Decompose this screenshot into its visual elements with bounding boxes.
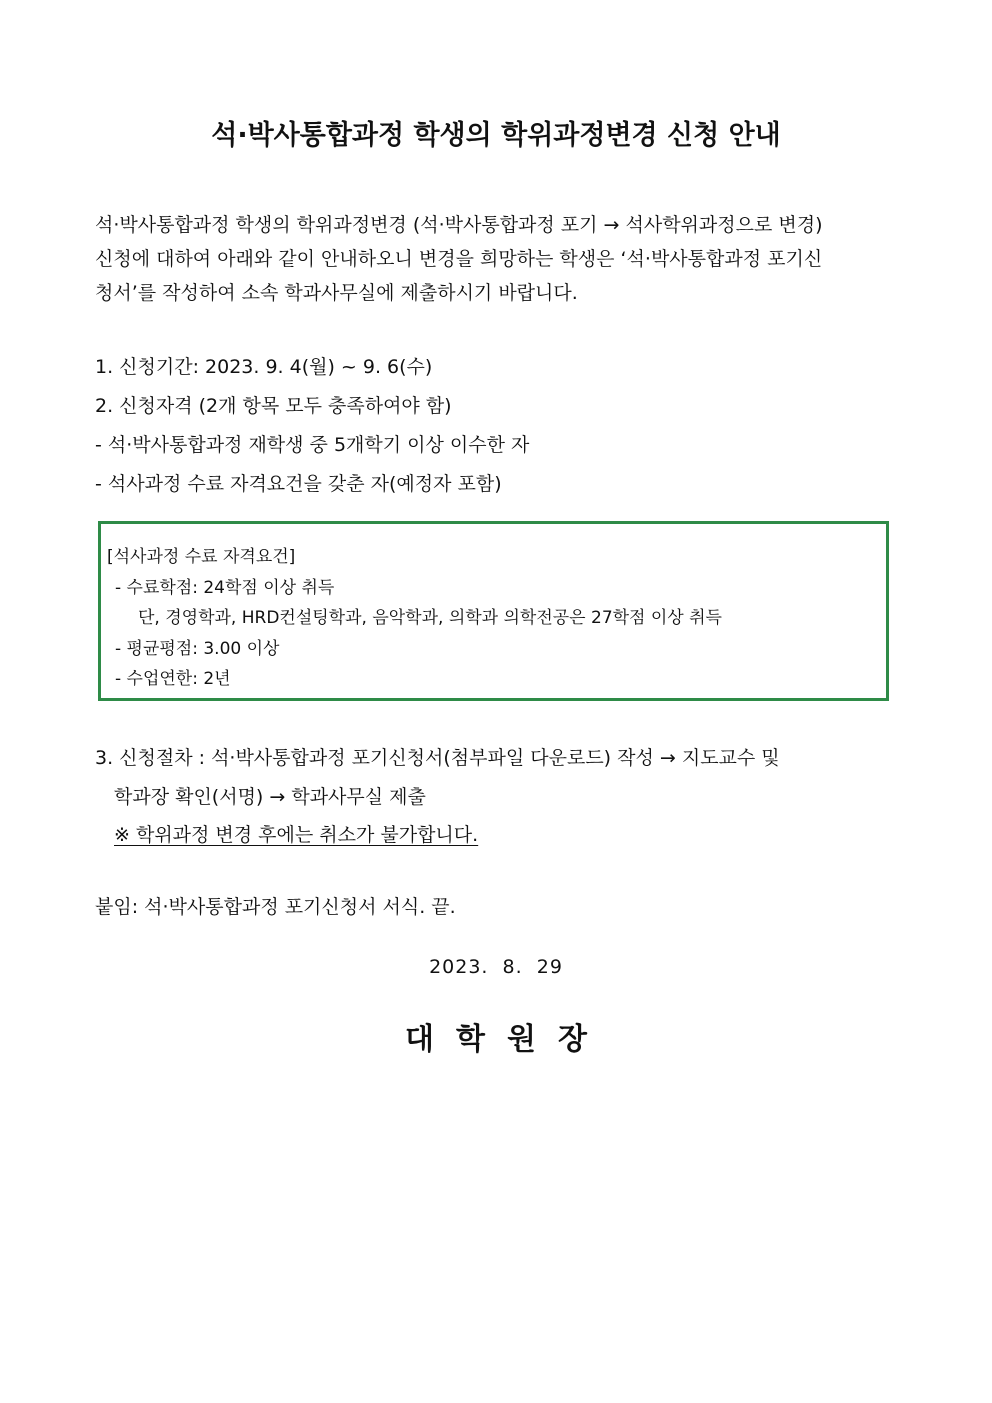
signer-name: 대학원장: [405, 1022, 609, 1057]
qualification-item-2: - 석사과정 수료 자격요건을 갖춘 자(예정자 포함): [95, 473, 502, 495]
procedure-notice: ※ 학위과정 변경 후에는 취소가 불가합니다.: [114, 824, 479, 846]
attachment-note: 붙임: 석·박사통합과정 포기신청서 서식. 끝.: [95, 896, 456, 918]
qualification-item-1: - 석·박사통합과정 재학생 중 5개학기 이상 이수한 자: [95, 434, 530, 456]
intro-line-3: 청서’를 작성하여 소속 학과사무실에 제출하시기 바랍니다.: [95, 282, 578, 304]
requirements-box: [98, 521, 889, 701]
procedure-line-1: 3. 신청절차 : 석·박사통합과정 포기신청서(첨부파일 다운로드) 작성 → 지도교수 및: [95, 747, 780, 769]
application-period: 1. 신청기간: 2023. 9. 4(월) ~ 9. 6(수): [95, 356, 433, 378]
intro-line-1: 석·박사통합과정 학생의 학위과정변경 (석·박사통합과정 포기 → 석사학위과정으로 변경): [95, 214, 823, 236]
requirements-heading: [석사과정 수료 자격요건]: [107, 547, 296, 567]
requirement-duration: - 수업연한: 2년: [115, 669, 231, 689]
document-date: 2023. 8. 29: [429, 956, 563, 978]
requirement-gpa: - 평균평점: 3.00 이상: [115, 639, 280, 659]
document-title: 석·박사통합과정 학생의 학위과정변경 신청 안내: [211, 120, 781, 151]
requirement-credits-exception: 단, 경영학과, HRD컨설팅학과, 음악학과, 의학과 의학전공은 27학점 이상 취득: [138, 608, 722, 628]
intro-paragraph: [95, 208, 898, 310]
intro-line-2: 신청에 대하여 아래와 같이 안내하오니 변경을 희망하는 학생은 ‘석·박사통합과정 포기신: [95, 248, 823, 270]
application-qualification: 2. 신청자격 (2개 항목 모두 충족하여야 함): [95, 395, 452, 417]
requirement-credits: - 수료학점: 24학점 이상 취득: [115, 578, 335, 598]
procedure-line-2: 학과장 확인(서명) → 학과사무실 제출: [114, 786, 426, 808]
